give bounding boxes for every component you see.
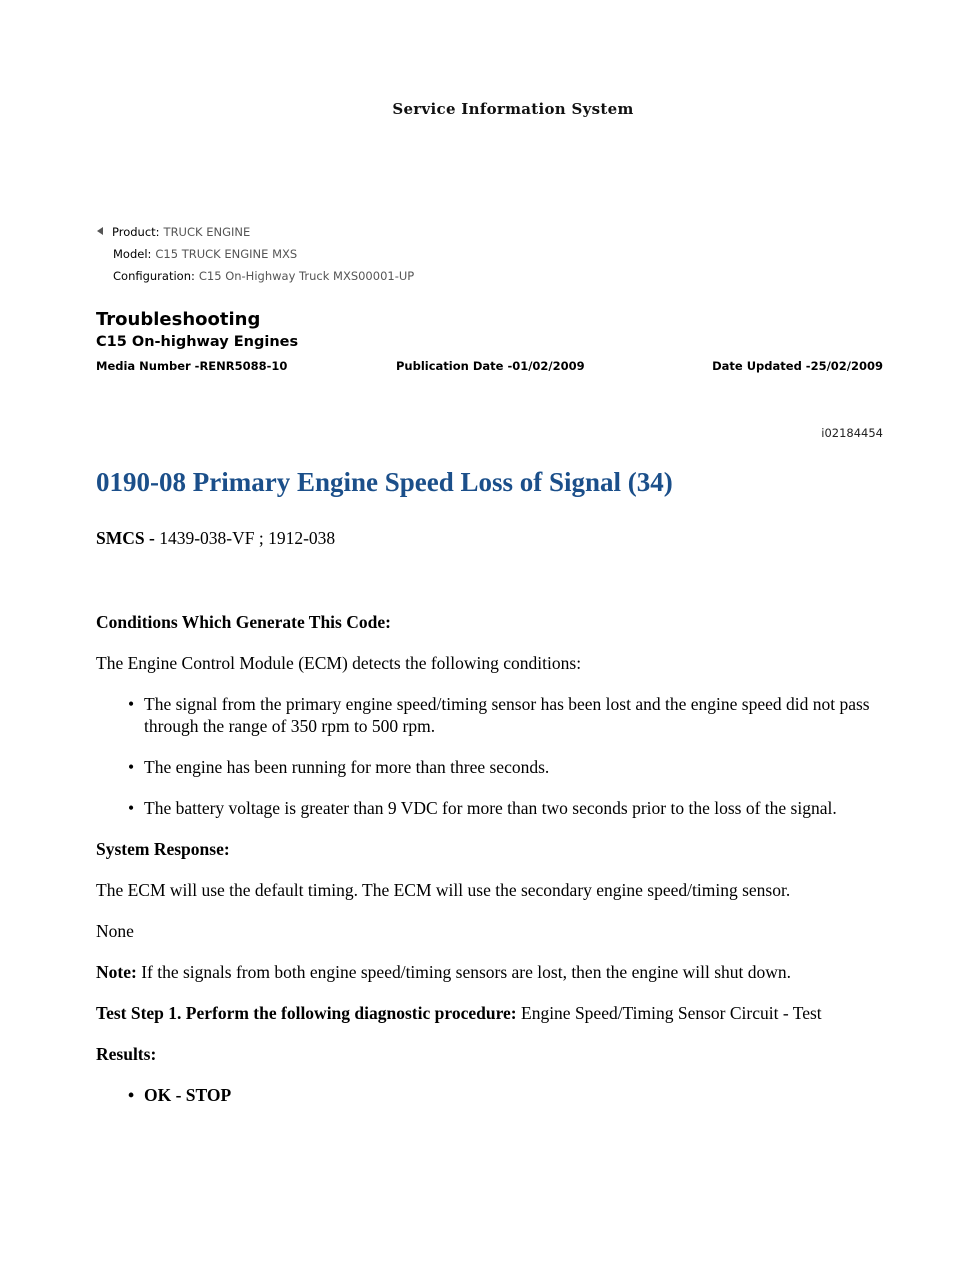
- conditions-intro: The Engine Control Module (ECM) detects the following conditions:: [96, 653, 582, 673]
- test-step-paragraph: [96, 1002, 883, 1024]
- date-updated: Date Updated -25/02/2009: [712, 359, 883, 373]
- document-engine: C15 On-highway Engines: [96, 334, 299, 350]
- model-value: C15 TRUCK ENGINE MXS: [155, 247, 298, 261]
- configuration-label: Configuration:: [113, 269, 195, 283]
- conditions-list: [96, 693, 883, 819]
- product-label: Product:: [112, 225, 160, 239]
- smcs-value: 1439-038-VF ; 1912-038: [159, 528, 336, 548]
- product-row: [97, 225, 250, 239]
- document-id: i02184454: [821, 426, 883, 440]
- configuration-row: [113, 269, 414, 283]
- system-response-heading: System Response:: [96, 839, 230, 859]
- configuration-value: C15 On-Highway Truck MXS00001-UP: [198, 269, 415, 283]
- conditions-heading: Conditions Which Generate This Code:: [96, 612, 391, 632]
- model-row: [113, 247, 297, 261]
- condition-item: • The battery voltage is greater than 9 VDC for more than two seconds prior to the loss of the signal.: [144, 797, 883, 819]
- condition-item: • The engine has been running for more than three seconds.: [144, 756, 883, 778]
- media-number: Media Number -RENR5088-10: [96, 359, 288, 373]
- article-content: [96, 463, 883, 1125]
- smcs-line: [96, 527, 883, 549]
- document-type: Troubleshooting: [96, 309, 261, 330]
- back-arrow-icon[interactable]: [97, 227, 103, 235]
- product-value: TRUCK ENGINE: [163, 225, 251, 239]
- results-heading: Results:: [96, 1044, 157, 1064]
- article-title: 0190-08 Primary Engine Speed Loss of Signal (34): [96, 467, 673, 497]
- condition-item: • The signal from the primary engine speed/timing sensor has been lost and the engine speed did not pass through the range of 350 rpm to 500 rpm.: [144, 693, 883, 737]
- note-paragraph: [96, 961, 883, 983]
- smcs-label: SMCS -: [96, 528, 160, 548]
- result-item: • OK - STOP: [144, 1084, 883, 1106]
- publication-date: Publication Date -01/02/2009: [396, 359, 585, 373]
- none-text: None: [96, 921, 134, 941]
- note-text: If the signals from both engine speed/timing sensors are lost, then the engine will shut down.: [136, 962, 792, 982]
- system-title: Service Information System: [392, 100, 634, 118]
- test-step-text: Engine Speed/Timing Sensor Circuit - Test: [516, 1003, 822, 1023]
- model-label: Model:: [113, 247, 152, 261]
- note-label: Note:: [96, 962, 137, 982]
- results-list: [96, 1084, 883, 1106]
- test-step-label: Test Step 1. Perform the following diagnostic procedure:: [96, 1003, 517, 1023]
- system-response-text: The ECM will use the default timing. The ECM will use the secondary engine speed/timing sensor.: [96, 880, 791, 900]
